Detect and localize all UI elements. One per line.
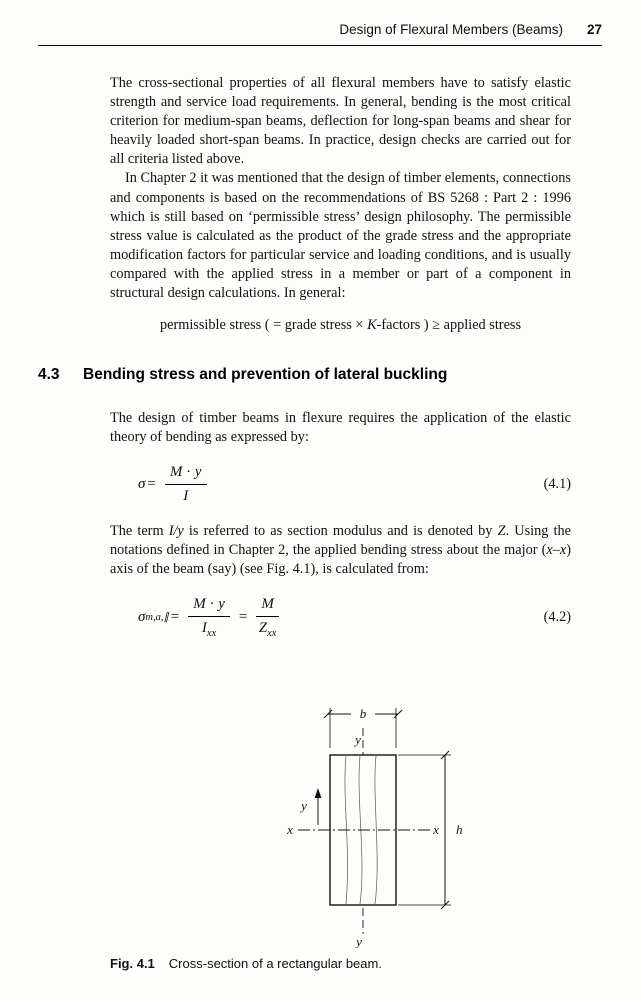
paragraph-bending-theory: The design of timber beams in flexure requires the application of the elastic theory of bending as expressed by: bbox=[110, 410, 571, 446]
paragraph-permissible-stress: In Chapter 2 it was mentioned that the design of timber elements, connections and components is based on the recommendations of BS 5268 : Part 2 : 1996 which is still based on ‘permissible stress’ design philosophy. The permissible stress value is calculated as the product of the grade stress and the appropriate modification factors for particular service and loading conditions, and is usually compared with the applied stress in a member or part of a component in structural design calculations. In general: bbox=[110, 170, 571, 302]
paragraph-section-modulus: The term I/y is referred to as section modulus and is denoted by Z. Using the notations defined in Chapter 2, the applied bending stress about the major (x–x) axis of the beam (say) (see Fig. 4.1), is calculated from: bbox=[110, 522, 572, 578]
sigma-subscript: m,a,∥ bbox=[145, 612, 169, 624]
fraction-numerator: M · y bbox=[188, 595, 230, 617]
figure-caption bbox=[110, 956, 571, 971]
fraction-My-over-I bbox=[165, 463, 207, 506]
page-number: 27 bbox=[586, 22, 602, 37]
figure-caption-text: Cross-section of a rectangular beam. bbox=[168, 956, 382, 971]
beam-cross-section-diagram bbox=[272, 698, 472, 948]
y-axis-bottom-label: y bbox=[356, 934, 362, 948]
sigma-symbol: σ bbox=[138, 476, 146, 493]
y-axis-top-label: y bbox=[355, 732, 361, 747]
fraction-My-over-Ixx bbox=[188, 595, 230, 640]
equation-4-2 bbox=[138, 595, 571, 640]
figure-4-1 bbox=[272, 698, 472, 948]
equals-sign: = bbox=[238, 609, 248, 626]
fraction-numerator: M bbox=[256, 595, 279, 617]
fraction-denominator: I bbox=[183, 488, 189, 505]
equation-number: (4.2) bbox=[543, 608, 571, 625]
Z-symbol: Z bbox=[258, 619, 268, 636]
paragraph-intro: The cross-sectional properties of all flexural members have to satisfy elastic strength and service load requirements. In general, bending is the most critical criterion for medium-span beams, deflection for long-span beams and shear for heavily loaded short-span beams. In practice, design checks are carried out for all criteria listed above. bbox=[110, 75, 571, 168]
y-distance-label: y bbox=[301, 798, 307, 813]
fraction-denominator bbox=[256, 617, 279, 640]
running-head-title: Design of Flexural Members (Beams) bbox=[339, 22, 563, 37]
sigma-symbol: σ bbox=[138, 609, 146, 626]
dimension-b-label: b bbox=[359, 706, 367, 721]
section-title: Bending stress and prevention of lateral buckling bbox=[83, 366, 448, 384]
dimension-h-label: h bbox=[456, 822, 463, 837]
equation-number: (4.1) bbox=[543, 475, 571, 492]
equals-sign: = bbox=[170, 609, 180, 626]
x-axis-left-label: x bbox=[287, 822, 293, 837]
xx-subscript: xx bbox=[267, 627, 277, 639]
figure-caption-label: Fig. 4.1 bbox=[110, 956, 155, 971]
fraction-denominator bbox=[188, 617, 230, 640]
I-symbol: I bbox=[201, 619, 207, 636]
fraction-numerator: M · y bbox=[165, 463, 207, 485]
section-number: 4.3 bbox=[38, 366, 60, 384]
equation-4-1 bbox=[138, 463, 571, 506]
y-arrow-head bbox=[315, 788, 322, 798]
x-axis-right-label: x bbox=[433, 822, 439, 837]
equals-sign: = bbox=[147, 476, 156, 493]
fraction-M-over-Zxx bbox=[256, 595, 279, 640]
main-text-column bbox=[38, 74, 572, 656]
permissible-stress-formula: permissible stress ( = grade stress × K-factors ) ≥ applied stress bbox=[159, 317, 522, 334]
section-heading bbox=[38, 365, 571, 385]
xx-subscript: xx bbox=[206, 627, 217, 639]
running-head bbox=[38, 22, 602, 46]
